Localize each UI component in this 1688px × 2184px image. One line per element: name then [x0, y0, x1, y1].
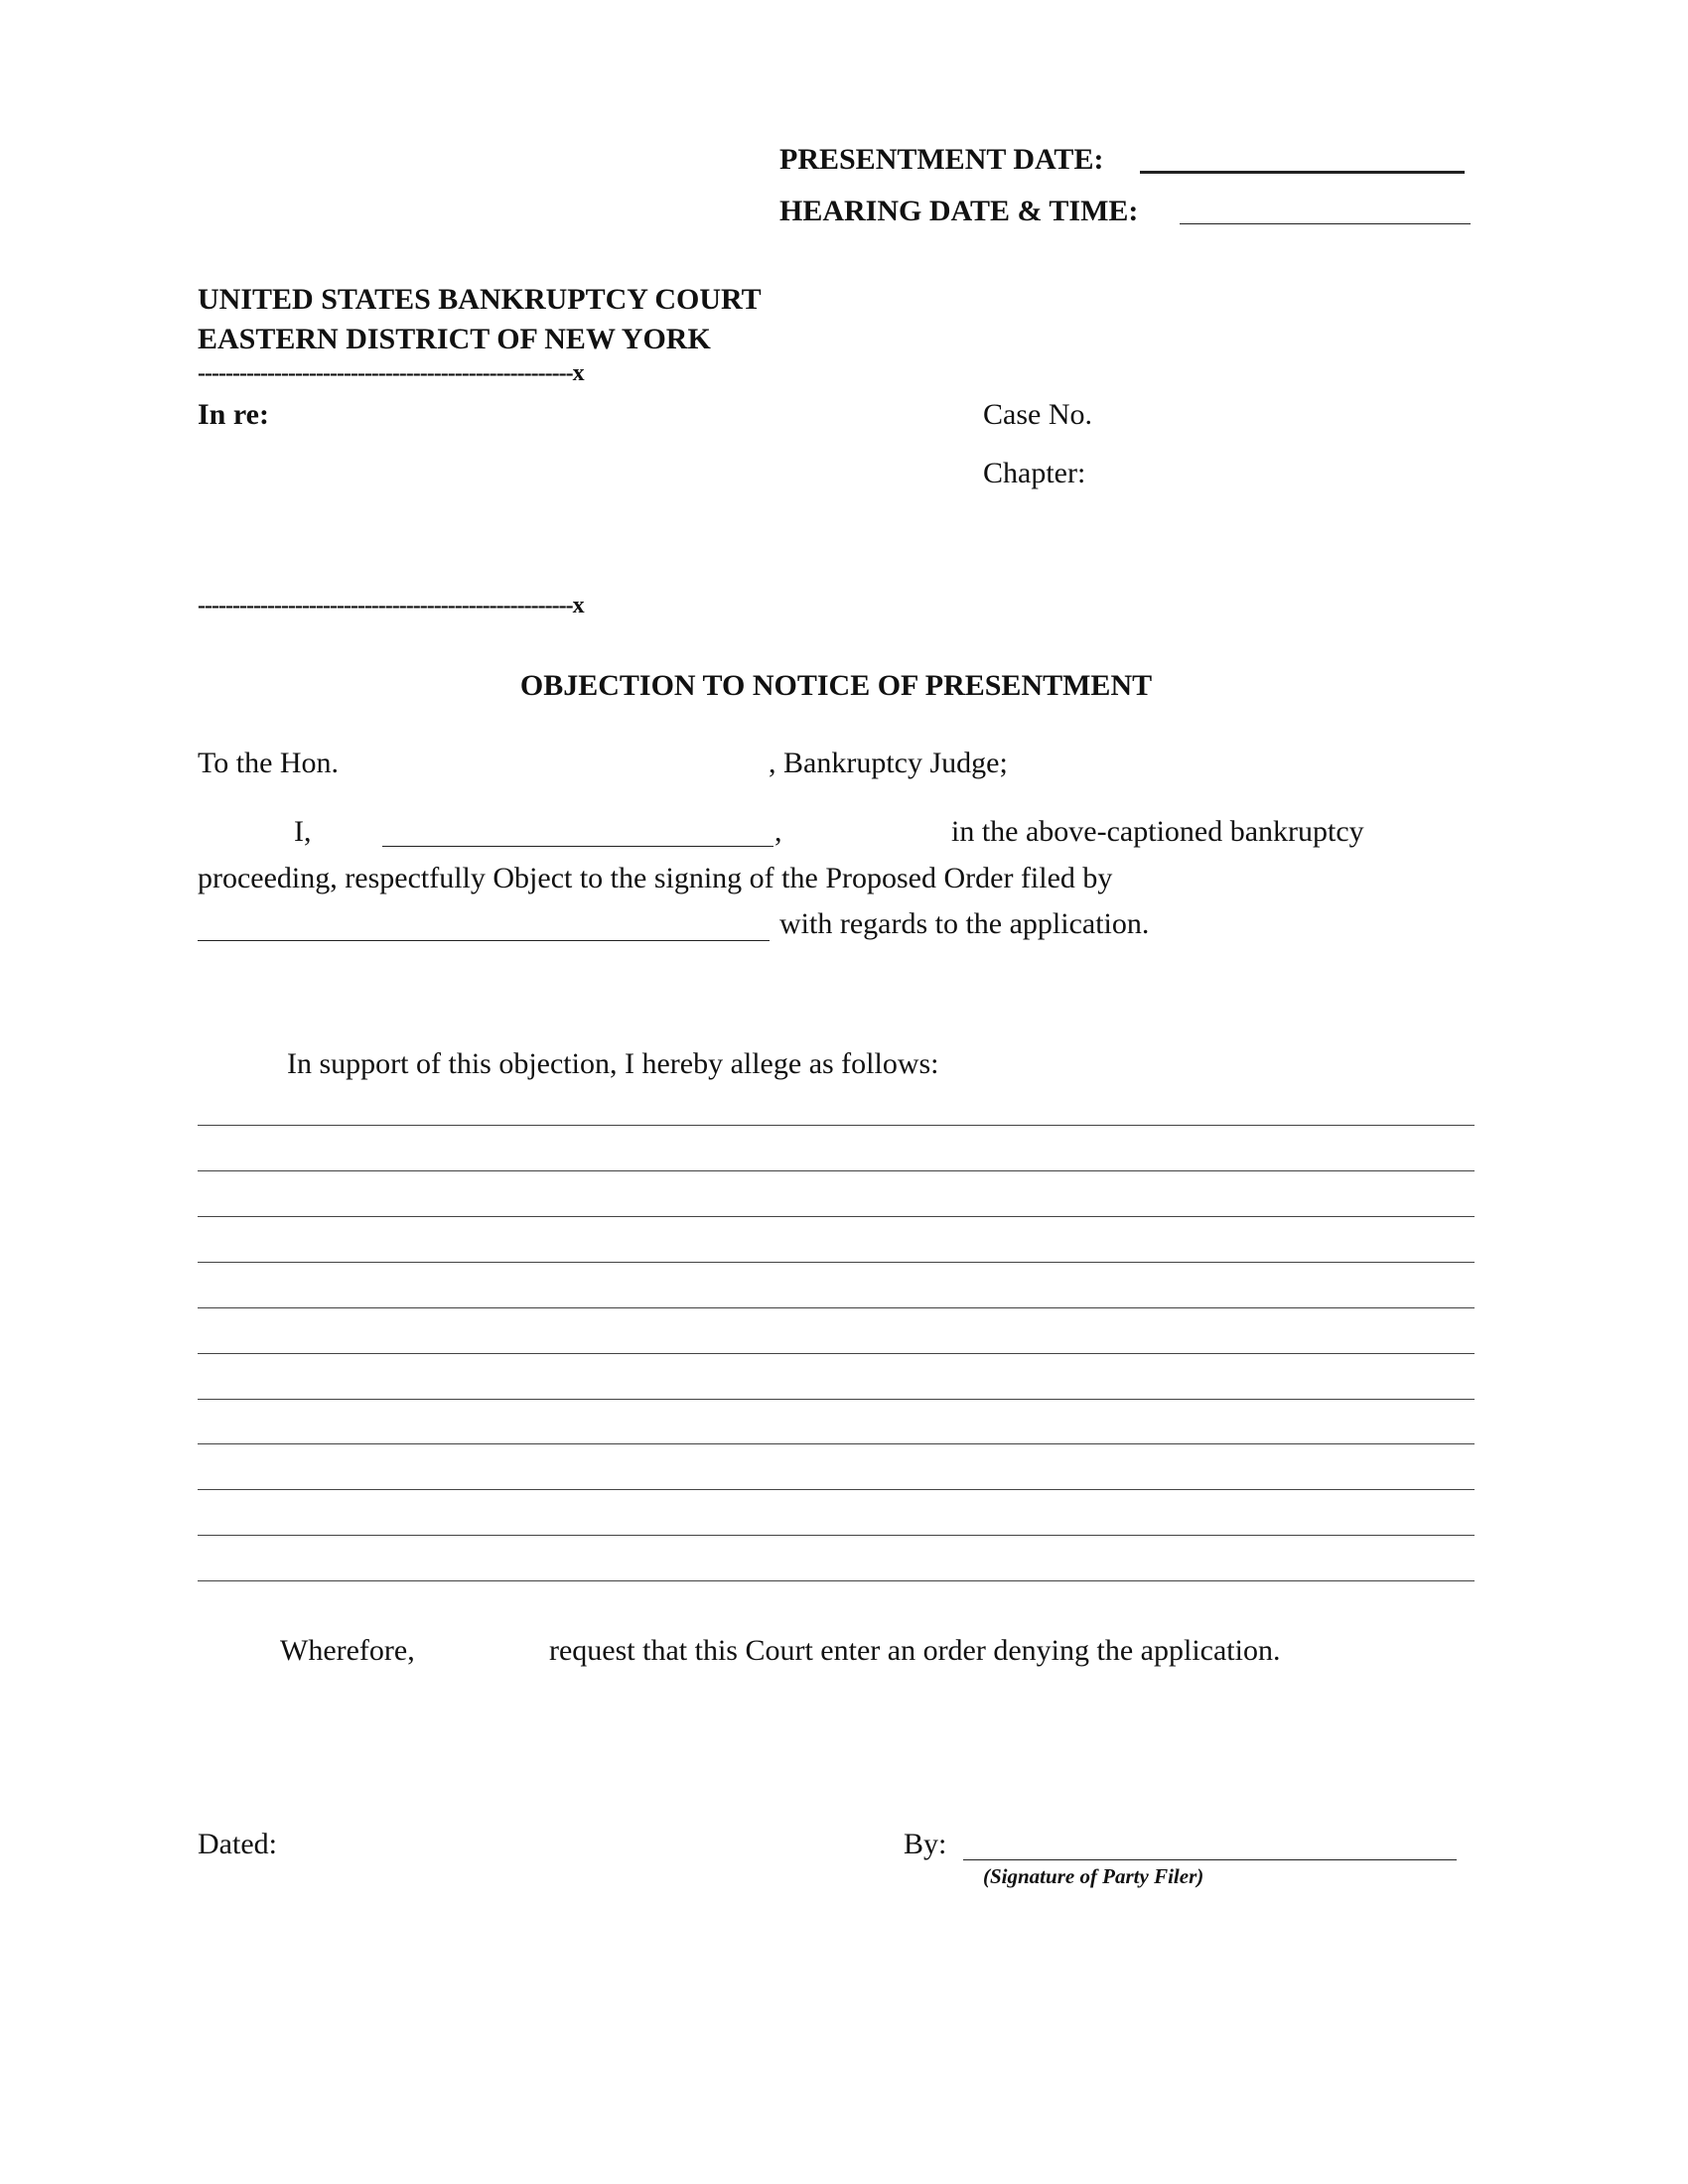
allegation-line[interactable]: [198, 1580, 1475, 1581]
document-title: OBJECTION TO NOTICE OF PRESENTMENT: [519, 669, 1153, 702]
comma: ,: [774, 815, 782, 848]
allegation-line[interactable]: [198, 1353, 1475, 1354]
presentment-date-label: PRESENTMENT DATE:: [779, 143, 1104, 176]
proceeding-text: proceeding, respectfully Object to the signing of the Proposed Order filed by: [198, 862, 1113, 894]
hearing-date-label: HEARING DATE & TIME:: [779, 195, 1139, 227]
to-hon-label: To the Hon.: [198, 747, 340, 779]
allegation-line[interactable]: [198, 1262, 1475, 1263]
filer-name-field[interactable]: [198, 940, 770, 941]
allegation-line[interactable]: [198, 1125, 1475, 1126]
i-label: I,: [294, 815, 312, 848]
by-label: By:: [904, 1828, 947, 1860]
signature-caption: (Signature of Party Filer): [983, 1864, 1204, 1888]
signature-field[interactable]: [963, 1859, 1457, 1860]
dated-label: Dated:: [198, 1828, 277, 1860]
case-no-label: Case No.: [983, 398, 1092, 431]
allegation-line[interactable]: [198, 1443, 1475, 1444]
judge-suffix: , Bankruptcy Judge;: [769, 747, 1008, 779]
hearing-date-field[interactable]: [1180, 223, 1471, 224]
with-regards-text: with regards to the application.: [779, 907, 1150, 940]
chapter-label: Chapter:: [983, 457, 1086, 489]
request-text: request that this Court enter an order denying the application.: [549, 1634, 1281, 1667]
allegation-line[interactable]: [198, 1216, 1475, 1217]
captioned-text: in the above-captioned bankruptcy: [951, 815, 1364, 848]
in-re-label: In re:: [198, 398, 269, 431]
court-name: UNITED STATES BANKRUPTCY COURT: [198, 283, 762, 316]
allegation-line[interactable]: [198, 1535, 1475, 1536]
caption-separator-bottom: ------------------------------------------------------x: [198, 593, 584, 618]
presentment-date-field[interactable]: [1140, 171, 1465, 174]
allegation-line[interactable]: [198, 1489, 1475, 1490]
wherefore-text: Wherefore,: [280, 1634, 415, 1667]
allegation-line[interactable]: [198, 1307, 1475, 1308]
allegation-line[interactable]: [198, 1170, 1475, 1171]
caption-separator-top: ------------------------------------------------------x: [198, 360, 584, 386]
support-text: In support of this objection, I hereby allege as follows:: [287, 1047, 939, 1080]
objector-name-field[interactable]: [382, 846, 774, 847]
allegation-line[interactable]: [198, 1399, 1475, 1400]
court-district: EASTERN DISTRICT OF NEW YORK: [198, 323, 711, 355]
